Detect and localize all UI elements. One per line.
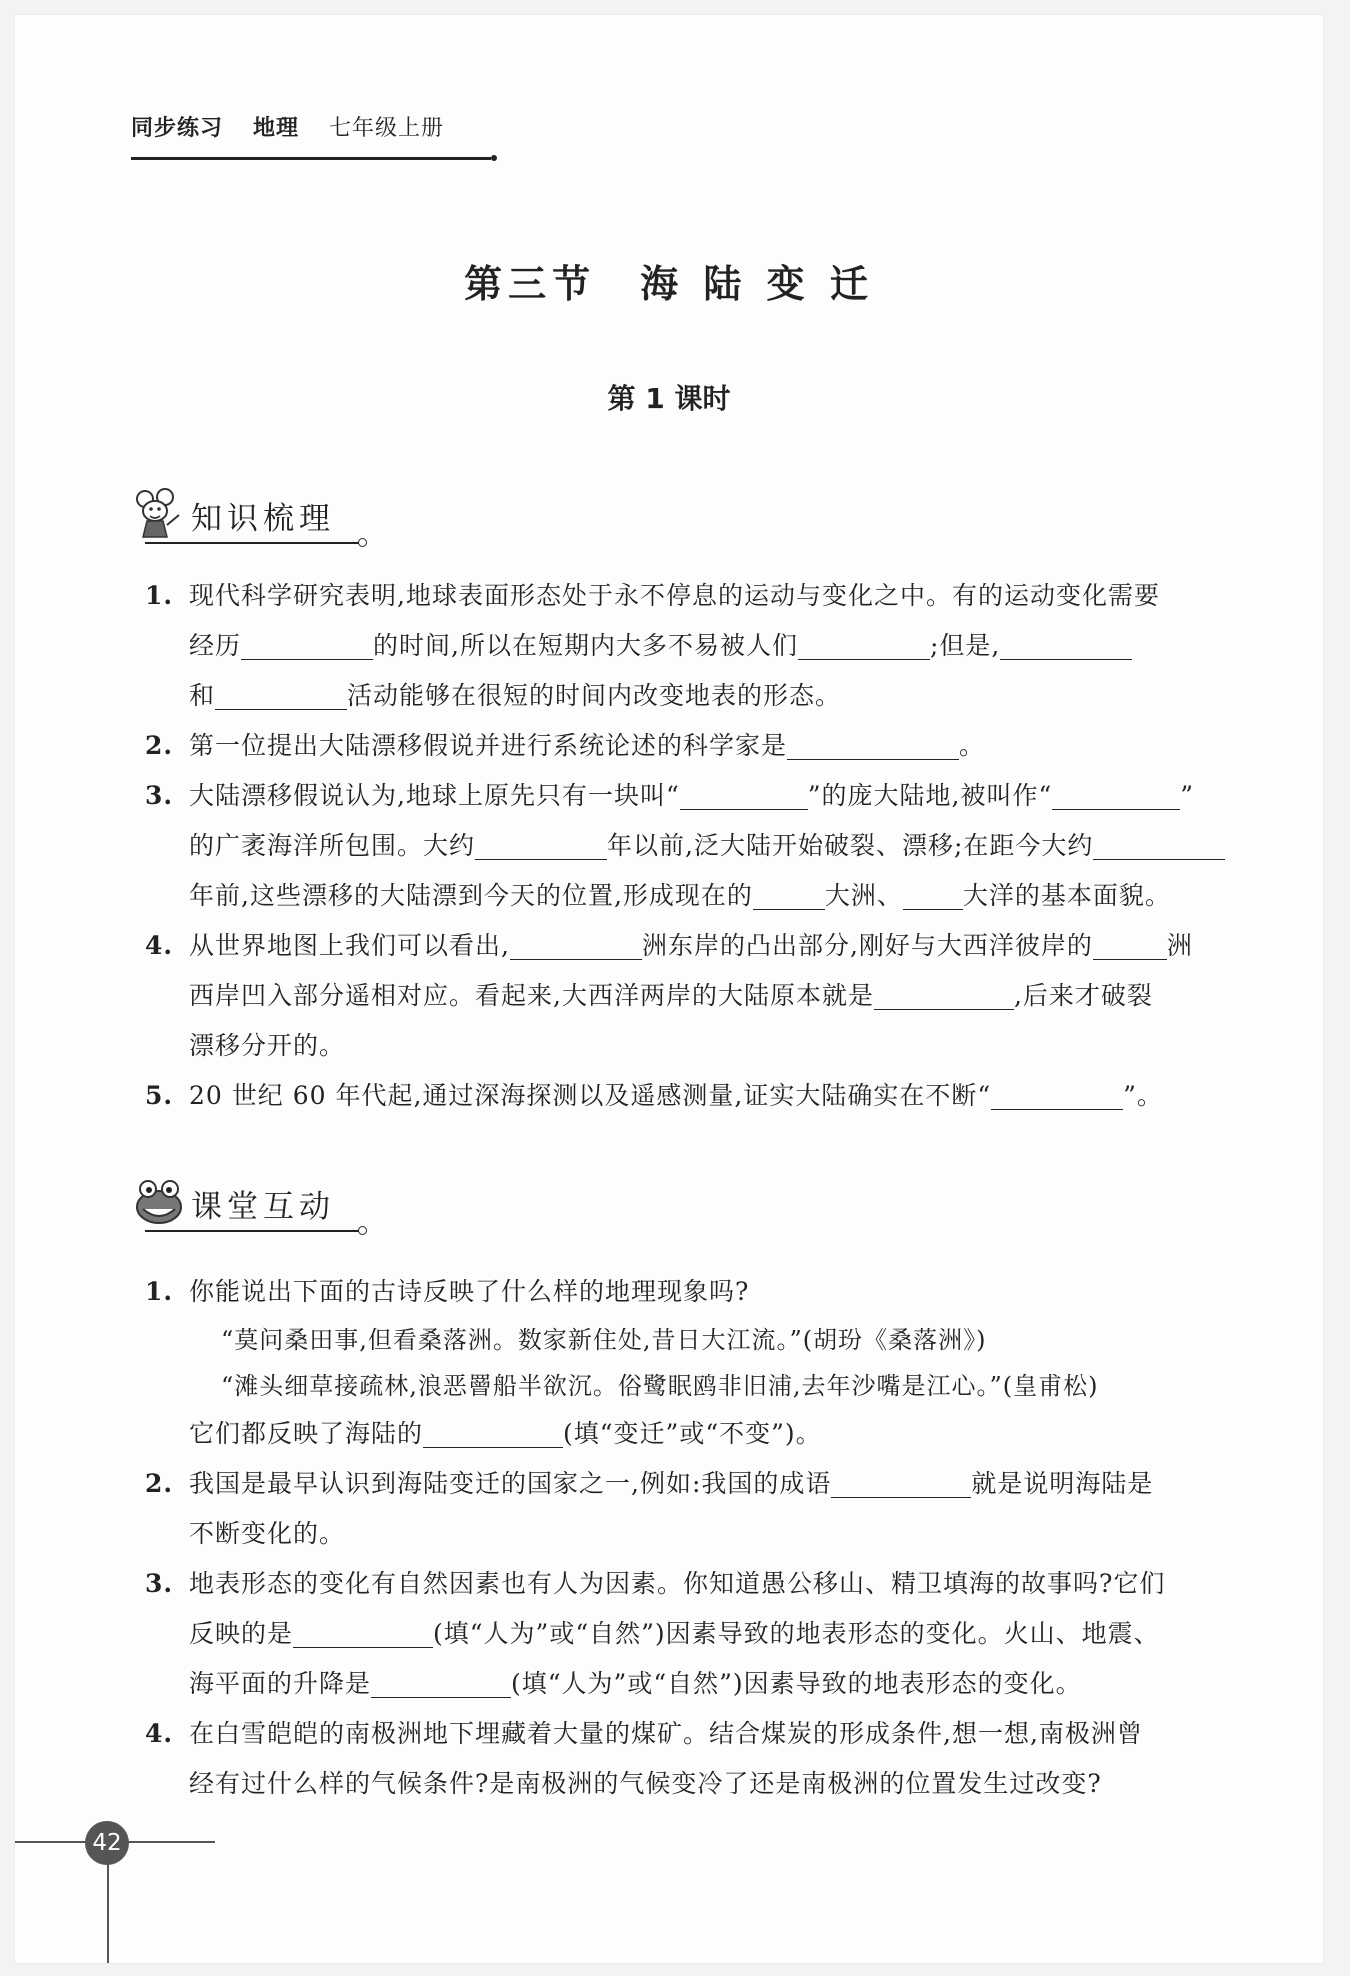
question-text: 现代科学研究表明,地球表面形态处于永不停息的运动与变化之中。有的运动变化需要 — [189, 581, 1160, 610]
question-2 — [145, 1459, 1245, 1559]
question-text: 的广袤海洋所包围。大约 — [189, 831, 476, 860]
answer-blank[interactable] — [293, 1615, 433, 1648]
question-number: 4. — [145, 931, 174, 960]
question-1 — [145, 1267, 1245, 1317]
question-text: 海平面的升降是 — [189, 1669, 372, 1698]
question-number: 1. — [145, 581, 174, 610]
poem-line-2: “滩头细草接疏林,浪恶罾船半欲沉。俗鹭眠鸥非旧浦,去年沙嘴是江心。”(皇甫松) — [221, 1372, 1099, 1400]
question-text: 年以前,泛大陆开始破裂、漂移;在距今大约 — [607, 831, 1094, 860]
section-title: 第三节 海 陆 变 迁 — [464, 261, 874, 306]
answer-blank[interactable] — [680, 777, 808, 810]
question-text: 。 — [959, 731, 986, 760]
question-text: 大洲、 — [824, 881, 903, 910]
answer-blank[interactable] — [991, 1077, 1123, 1110]
answer-blank[interactable] — [215, 677, 347, 710]
question-text: 漂移分开的。 — [189, 1031, 346, 1060]
answer-blank[interactable] — [510, 927, 642, 960]
question-text: ;但是, — [929, 631, 1001, 660]
question-text: (填“变迁”或“不变”)。 — [563, 1419, 822, 1448]
answer-blank[interactable] — [831, 1465, 971, 1498]
question-text: 的时间,所以在短期内大多不易被人们 — [373, 631, 798, 660]
answer-blank[interactable] — [1093, 827, 1225, 860]
question-text: ,后来才破裂 — [1013, 981, 1153, 1010]
header-grade: 七年级上册 — [329, 116, 445, 141]
question-number: 2. — [145, 1469, 174, 1498]
question-3 — [145, 771, 1245, 921]
question-4 — [145, 921, 1245, 1071]
question-text: 从世界地图上我们可以看出, — [189, 931, 510, 960]
question-number: 2. — [145, 731, 174, 760]
answer-blank[interactable] — [475, 827, 607, 860]
question-1 — [145, 571, 1245, 721]
question-3 — [145, 1559, 1245, 1709]
question-text: 西岸凹入部分遥相对应。看起来,大西洋两岸的大陆原本就是 — [189, 981, 874, 1010]
answer-blank[interactable] — [874, 977, 1014, 1010]
class-interaction-questions — [145, 1267, 1245, 1809]
answer-blank[interactable] — [798, 627, 930, 660]
question-number: 1. — [145, 1277, 174, 1306]
question-number: 5. — [145, 1081, 174, 1110]
question-text: 洲东岸的凸出部分,刚好与大西洋彼岸的 — [641, 931, 1093, 960]
knowledge-review-heading — [131, 485, 371, 545]
question-text: 在白雪皑皑的南极洲地下埋藏着大量的煤矿。结合煤炭的形成条件,想一想,南极洲曾 — [189, 1719, 1143, 1748]
question-text: ” — [1180, 781, 1195, 810]
answer-blank[interactable] — [1000, 627, 1132, 660]
question-text: 你能说出下面的古诗反映了什么样的地理现象吗? — [189, 1277, 750, 1306]
question-text: 就是说明海陆是 — [971, 1469, 1154, 1498]
question-text: 洲 — [1166, 931, 1193, 960]
question-text: 第一位提出大陆漂移假说并进行系统论述的科学家是 — [189, 731, 788, 760]
question-text: 经历 — [189, 631, 242, 660]
question-text: ”的庞大陆地,被叫作“ — [807, 781, 1053, 810]
header-rule — [131, 157, 491, 160]
class-interaction-heading — [131, 1173, 371, 1233]
header-subject: 地理 — [253, 116, 300, 141]
question-text: ”。 — [1123, 1081, 1163, 1110]
question-text: 它们都反映了海陆的 — [189, 1419, 424, 1448]
header-series: 同步练习 — [131, 116, 224, 141]
question-text: (填“人为”或“自然”)因素导致的地表形态的变化。 — [511, 1669, 1082, 1698]
mouse-mascot-icon — [131, 485, 189, 543]
question-5 — [145, 1071, 1245, 1121]
class-interaction-label: 课堂互动 — [191, 1189, 335, 1225]
question-text: 20 世纪 60 年代起,通过深海探测以及遥感测量,证实大陆确实在不断“ — [189, 1081, 992, 1110]
answer-blank[interactable] — [753, 877, 825, 910]
answer-blank[interactable] — [423, 1415, 563, 1448]
question-text: 年前,这些漂移的大陆漂到今天的位置,形成现在的 — [189, 881, 753, 910]
question-text: (填“人为”或“自然”)因素导致的地表形态的变化。火山、地震、 — [433, 1619, 1160, 1648]
page — [14, 14, 1324, 1964]
question-2 — [145, 721, 1245, 771]
question-number: 3. — [145, 781, 174, 810]
question-text: 地表形态的变化有自然因素也有人为因素。你知道愚公移山、精卫填海的故事吗?它们 — [189, 1569, 1166, 1598]
running-header — [131, 111, 466, 142]
page-number: 42 — [85, 1821, 129, 1865]
question-number: 4. — [145, 1719, 174, 1748]
question-text: 大陆漂移假说认为,地球上原先只有一块叫“ — [189, 781, 680, 810]
question-number: 3. — [145, 1569, 174, 1598]
answer-blank[interactable] — [1093, 927, 1167, 960]
question-text: 活动能够在很短的时间内改变地表的形态。 — [347, 681, 842, 710]
poem-line-1: “莫问桑田事,但看桑落洲。数家新住处,昔日大江流。”(胡玢《桑落洲》) — [221, 1326, 987, 1354]
question-text: 我国是最早认识到海陆变迁的国家之一,例如:我国的成语 — [189, 1469, 832, 1498]
heading-underline — [145, 542, 359, 544]
answer-blank[interactable] — [903, 877, 963, 910]
question-text: 不断变化的。 — [189, 1519, 346, 1548]
heading-underline — [145, 1230, 359, 1232]
knowledge-review-questions — [145, 571, 1245, 1121]
question-text: 和 — [189, 681, 216, 710]
question-text: 大洋的基本面貌。 — [962, 881, 1171, 910]
question-4 — [145, 1709, 1245, 1809]
answer-blank[interactable] — [787, 727, 959, 760]
answer-blank[interactable] — [1052, 777, 1180, 810]
lesson-subtitle: 第 1 课时 — [607, 382, 731, 415]
question-text: 经有过什么样的气候条件?是南极洲的气候变冷了还是南极洲的位置发生过改变? — [189, 1769, 1102, 1798]
answer-blank[interactable] — [371, 1665, 511, 1698]
knowledge-review-label: 知识梳理 — [191, 501, 335, 537]
answer-blank[interactable] — [241, 627, 373, 660]
question-1-answer-line — [145, 1409, 1245, 1459]
question-text: 反映的是 — [189, 1619, 294, 1648]
frog-mascot-icon — [131, 1173, 189, 1231]
